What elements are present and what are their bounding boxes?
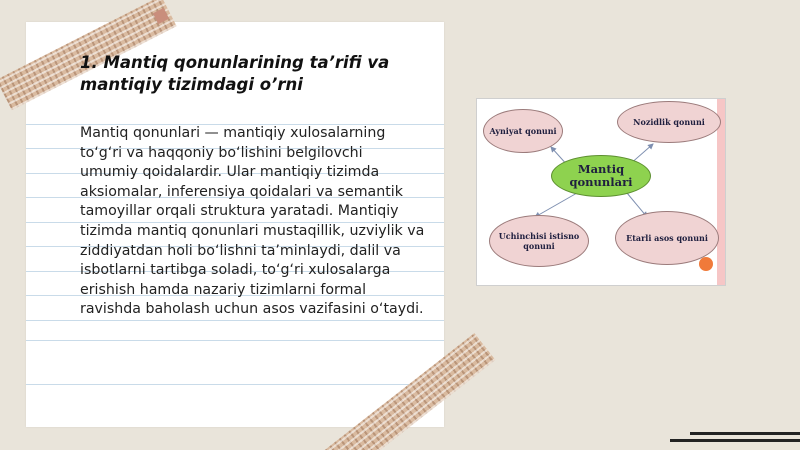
- node-center: Mantiq qonunlari: [551, 155, 651, 197]
- node-etarli: Etarli asos qonuni: [615, 211, 719, 265]
- node-nozidlik: Nozidlik qonuni: [617, 101, 721, 143]
- node-ayniyat: Ayniyat qonuni: [483, 109, 563, 153]
- node-uchinchisi: Uchinchisi istisno qonuni: [489, 215, 589, 267]
- slide-title: 1. Mantiq qonunlarining ta’rifi va mantiqiy tizimdagi o’rni: [80, 53, 390, 94]
- slide-body-text: Mantiq qonunlari — mantiqiy xulosalarning to‘g‘ri va haqqoniy bo‘lishini belgilovchi umumiy qoidalardir. Ular mantiqiy tizimda aksiomalar, inferensiya qoidalari va semantik tamoyillar orqali struktura yaratadi. Mantiqiy tizimda mantiq qonunlari mustaqillik, uzviylik va ziddiyatdan holi bo‘lishni ta’minlaydi, dalil va isbotlarni tartibga soladi, to‘g‘ri xulosalarga erishish hamda nazariy tizimlarni formal ravishda baholash uchun asos vazifasini o‘taydi.: [80, 125, 425, 318]
- decorative-lines: [670, 428, 800, 442]
- orange-dot: [699, 257, 713, 271]
- laws-diagram: [476, 98, 726, 286]
